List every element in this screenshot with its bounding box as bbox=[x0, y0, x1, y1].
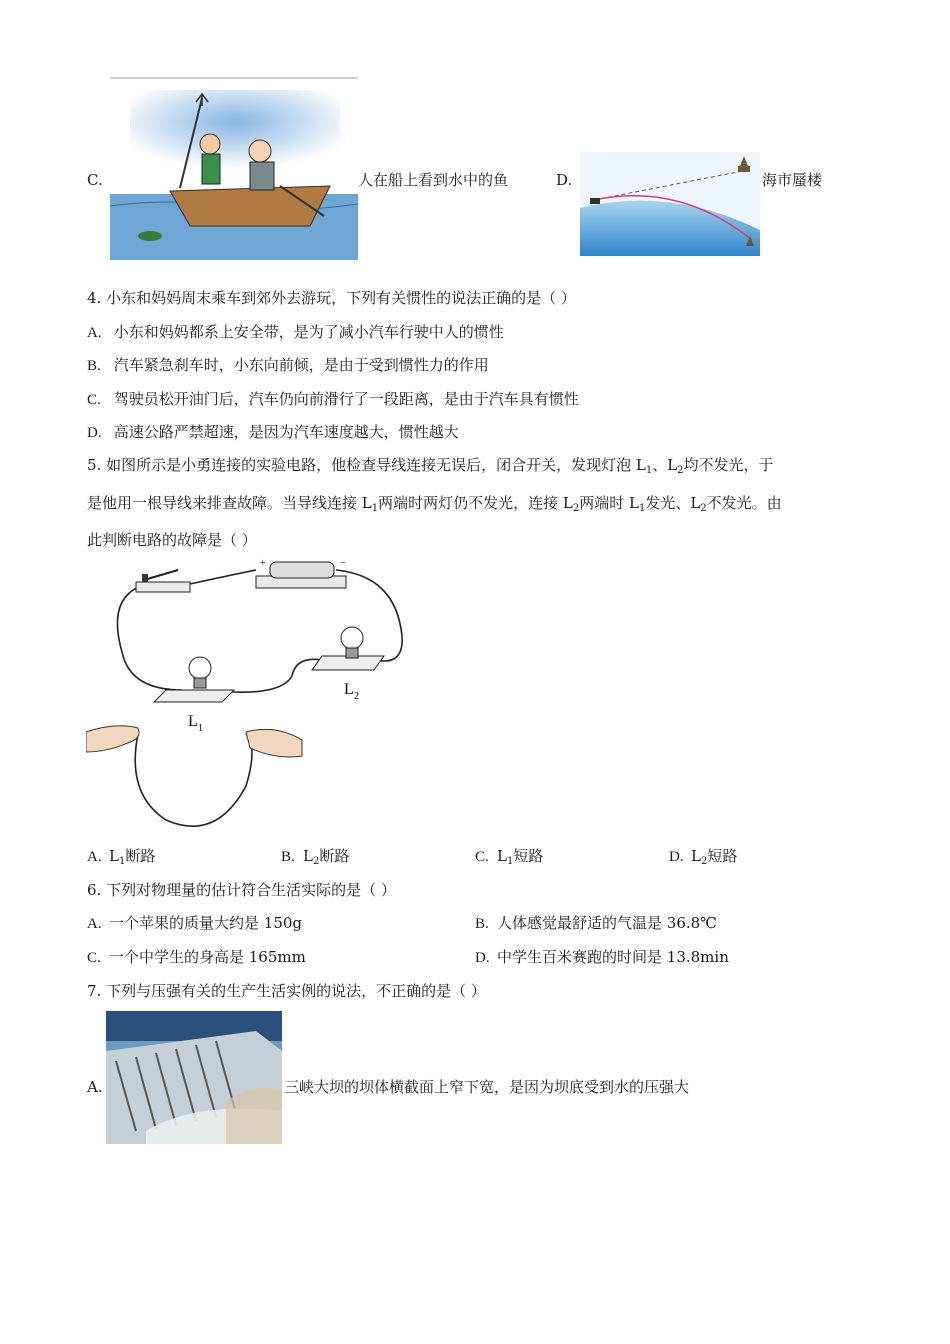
switch-icon bbox=[136, 570, 190, 592]
q4-option-b bbox=[87, 355, 489, 376]
q5-line2-part-d: 发光、L bbox=[645, 494, 701, 512]
left-hand-icon bbox=[86, 726, 139, 752]
q4-a-text: 小东和妈妈都系上安全带，是为了减小汽车行驶中人的惯性 bbox=[113, 323, 504, 341]
q5-c-sub: 1 bbox=[506, 856, 514, 867]
q4-b-text: 汽车紧急刹车时，小东向前倾，是由于受到惯性力的作用 bbox=[113, 356, 489, 374]
q5-d-sub: 2 bbox=[700, 856, 708, 867]
q6-c-letter: C. bbox=[87, 950, 101, 966]
q5-option-d bbox=[669, 846, 737, 872]
l1-label: L bbox=[188, 713, 198, 730]
q6-b-text: 人体感觉最舒适的气温是 36.8℃ bbox=[497, 914, 717, 932]
q4-a-letter: A. bbox=[87, 325, 102, 341]
q3-option-d-letter: D. bbox=[556, 171, 573, 189]
battery-minus-label: − bbox=[340, 558, 346, 569]
q5-c-letter: C. bbox=[475, 849, 489, 865]
q5-c-main: L bbox=[497, 847, 507, 865]
q4-c-letter: C. bbox=[87, 392, 101, 408]
q5-line1-part-a: 5. 如图所示是小勇连接的实验电路，他检查导线连接无误后，闭合开关，发现灯泡 L bbox=[87, 456, 646, 474]
q4-c-text: 驾驶员松开油门后，汽车仍向前滑行了一段距离，是由于汽车具有惯性 bbox=[113, 390, 579, 408]
q5-line2-part-b: 两端时两灯仍不发光，连接 L bbox=[378, 494, 573, 512]
q3-option-c-letter: C. bbox=[87, 171, 103, 189]
q5-line1-part-b: 、L bbox=[652, 456, 678, 474]
q5-option-a bbox=[87, 846, 155, 872]
q5-d-main: L bbox=[691, 847, 701, 865]
q5-a-rest: 断路 bbox=[125, 847, 156, 865]
q5-d-rest: 短路 bbox=[707, 847, 738, 865]
q5-line1-part-c: 均不发光，于 bbox=[683, 456, 774, 474]
q4-stem: 4. 小东和妈妈周末乘车到郊外去游玩，下列有关惯性的说法正确的是（ ） bbox=[87, 289, 576, 307]
q4-option-c bbox=[87, 389, 579, 410]
q5-stem-line3: 此判断电路的故障是（ ） bbox=[87, 531, 257, 549]
q5-b-main: L bbox=[303, 847, 313, 865]
q5-option-c bbox=[475, 846, 543, 872]
q7-a-letter: A. bbox=[87, 1078, 103, 1096]
q5-b-letter: B. bbox=[281, 849, 295, 865]
q5-line2-part-e: 不发光。由 bbox=[706, 494, 782, 512]
q5-line1-sub2: 2 bbox=[677, 465, 684, 476]
battery-plus-label: + bbox=[260, 558, 266, 569]
q5-line2-part-a: 是他用一根导线来排查故障。当导线连接 L bbox=[87, 494, 372, 512]
q3-option-d-caption: 海市蜃楼 bbox=[762, 171, 823, 189]
q5-b-rest: 断路 bbox=[319, 847, 350, 865]
battery-icon bbox=[256, 558, 346, 588]
q6-stem: 6. 下列对物理量的估计符合生活实际的是（ ） bbox=[87, 881, 396, 899]
q5-line2-sub1: 1 bbox=[371, 503, 379, 514]
mirage-image bbox=[580, 152, 760, 256]
q4-option-d bbox=[87, 422, 459, 443]
q6-b-letter: B. bbox=[475, 916, 489, 932]
q5-a-letter: A. bbox=[87, 849, 102, 865]
q5-option-b bbox=[281, 846, 349, 872]
right-hand-icon bbox=[246, 729, 302, 757]
q6-option-d bbox=[475, 947, 729, 968]
q5-d-letter: D. bbox=[669, 849, 684, 865]
q3-option-c-caption: 人在船上看到水中的鱼 bbox=[358, 171, 509, 189]
q4-option-a bbox=[87, 322, 504, 343]
bulb-l1-icon bbox=[154, 657, 234, 702]
q6-option-b bbox=[475, 913, 717, 934]
q6-a-text: 一个苹果的质量大约是 150g bbox=[109, 914, 303, 932]
q7-stem: 7. 下列与压强有关的生产生活实例的说法，不正确的是（ ） bbox=[87, 982, 486, 1000]
q4-d-letter: D. bbox=[87, 425, 102, 441]
q6-c-text: 一个中学生的身高是 165mm bbox=[109, 948, 306, 966]
q4-d-text: 高速公路严禁超速，是因为汽车速度越大，惯性越大 bbox=[113, 423, 459, 441]
q4-b-letter: B. bbox=[87, 358, 101, 374]
l2-label: L bbox=[344, 681, 354, 698]
q5-line1-sub1: 1 bbox=[645, 465, 653, 476]
circuit-figure bbox=[86, 556, 416, 832]
q7-a-text: 三峡大坝的坝体横截面上窄下宽，是因为坝底受到水的压强大 bbox=[284, 1078, 690, 1096]
q6-d-text: 中学生百米赛跑的时间是 13.8min bbox=[497, 948, 729, 966]
l2-label-sub: 2 bbox=[354, 691, 359, 702]
q5-stem-line2 bbox=[87, 493, 782, 519]
q5-a-sub: 1 bbox=[118, 856, 126, 867]
boat-fish-image bbox=[110, 76, 358, 260]
q5-line2-sub2: 2 bbox=[572, 503, 580, 514]
q6-option-c bbox=[87, 947, 306, 968]
q5-stem-line1 bbox=[87, 455, 774, 481]
q5-line2-sub4: 2 bbox=[700, 503, 707, 514]
q5-b-sub: 2 bbox=[312, 856, 320, 867]
q5-line2-part-c: 两端时 L bbox=[579, 494, 639, 512]
three-gorges-dam-image bbox=[106, 1011, 282, 1144]
q6-d-letter: D. bbox=[475, 950, 490, 966]
q6-option-a bbox=[87, 913, 302, 934]
q6-a-letter: A. bbox=[87, 916, 102, 932]
bulb-l2-icon bbox=[312, 627, 384, 670]
q5-line2-sub3: 1 bbox=[638, 503, 646, 514]
q5-a-main: L bbox=[109, 847, 119, 865]
q5-c-rest: 短路 bbox=[513, 847, 544, 865]
l1-label-sub: 1 bbox=[198, 723, 203, 734]
